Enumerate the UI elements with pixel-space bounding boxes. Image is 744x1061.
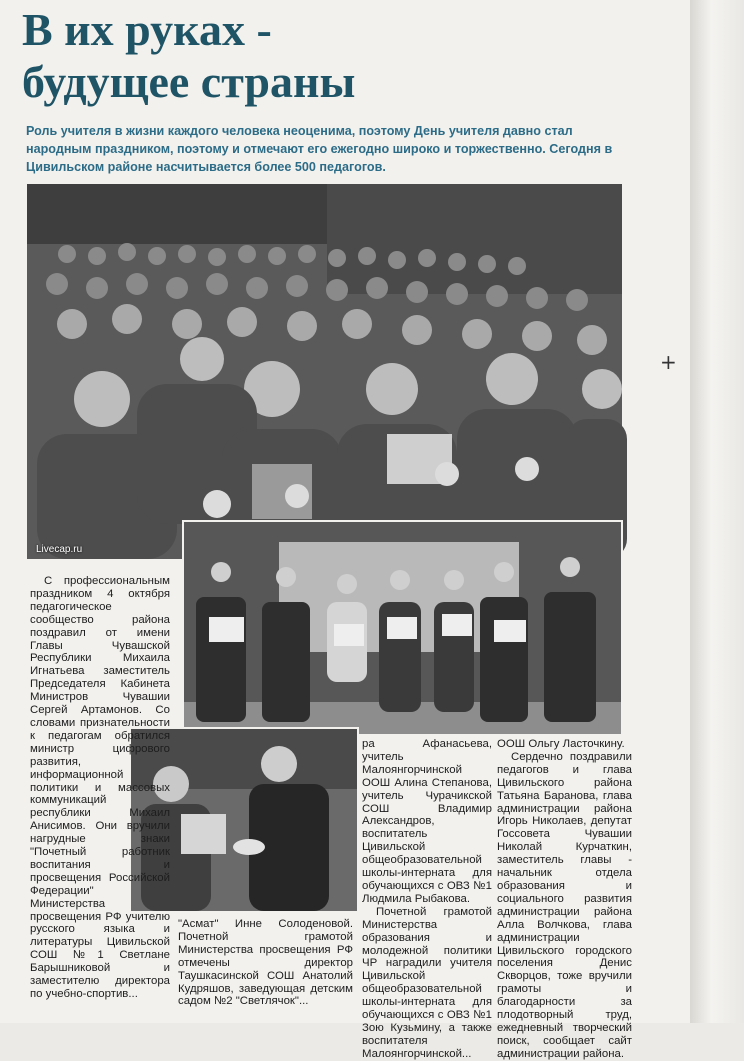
photo-watermark: Livecap.ru [36, 544, 83, 555]
article-column-2 [178, 918, 353, 1023]
article-column-4 [497, 738, 632, 1060]
audience-photo-image [27, 184, 622, 559]
article-column-3 [362, 738, 492, 1060]
column-4-text-b: Сердечно поздравили педагогов и глава Цивильского района Татьяна Баранова, глава администрации района Игорь Николаев, депутат Госсовета Чувашии Николай Курчаткин, заместитель главы - начальник отдела образования и социального развития администрации района Алла Волчкова, глава администрации Цивильского городского поселения Денис Скворцов, тоже вручили грамоты и благодарности за плодотворный труд, ежедневный творческий поиск, сообщает сайт администрации района. [497, 750, 632, 1060]
lead-paragraph: Роль учителя в жизни каждого человека неоценима, поэтому День учителя давно стал народным праздником, поэтому и отмечают его ежегодно широко и торжественно. Сегодня в Цивильском районе насчитывается более 500 педагогов. [26, 124, 613, 174]
column-3-text-b: Почетной грамотой Министерства образования и молодежной политики ЧР наградили учителя Цивильской общеобразовательной школы-интерната для обучающихся с ОВЗ №1 Зою Кузьмину, а также воспитателя Малоянгорчинской... [362, 905, 492, 1060]
awardees-group-photo-image [184, 522, 621, 734]
audience-photo [27, 184, 622, 559]
article-column-1 [30, 575, 170, 1023]
registration-mark: + [660, 350, 677, 374]
column-2-text: "Асмат" Инне Солоденовой. Почетной грамотой Министерства просвещения РФ отмечены директор Таушкасинской СОШ Анатолий Кудряшов, заведующая детским садом №2 "Светлячок"... [178, 918, 353, 1008]
headline [22, 4, 662, 108]
headline-line-2: будущее страны [22, 56, 356, 107]
column-4-text-a: ООШ Ольгу Ласточкину. [497, 738, 625, 750]
awardees-group-photo [182, 520, 623, 736]
column-1-text: С профессиональным праздником 4 октября педагогическое сообщество района поздравил от имени Главы Чувашской Республики Михаила Игнатьева заместитель Председателя Кабинета Министров Чувашии Сергей Артамонов. Со словами признательности к педагогам обратился министр цифрового развития, информационной политики и массовых коммуникаций республики Михаил Анисимов. Они вручили нагрудные знаки "Почетный работник воспитания и просвещения Российской Федерации" Министерства просвещения РФ учителю русского языка и литературы Цивильской СОШ №1 Светлане Барышниковой и заместителю директора по учебно-спортив... [30, 575, 170, 1000]
headline-line-1: В их руках - [22, 4, 272, 55]
column-3-text-a: ра Афанасьева, учитель Малоянгорчинской ООШ Алина Степанова, учитель Чурачикской СОШ Владимир Александров, воспитатель Цивильской общеобразовательной школы-интерната для обучающихся с ОВЗ №1 Людмила Рыбакова. [362, 738, 492, 905]
scan-edge [690, 0, 744, 1023]
